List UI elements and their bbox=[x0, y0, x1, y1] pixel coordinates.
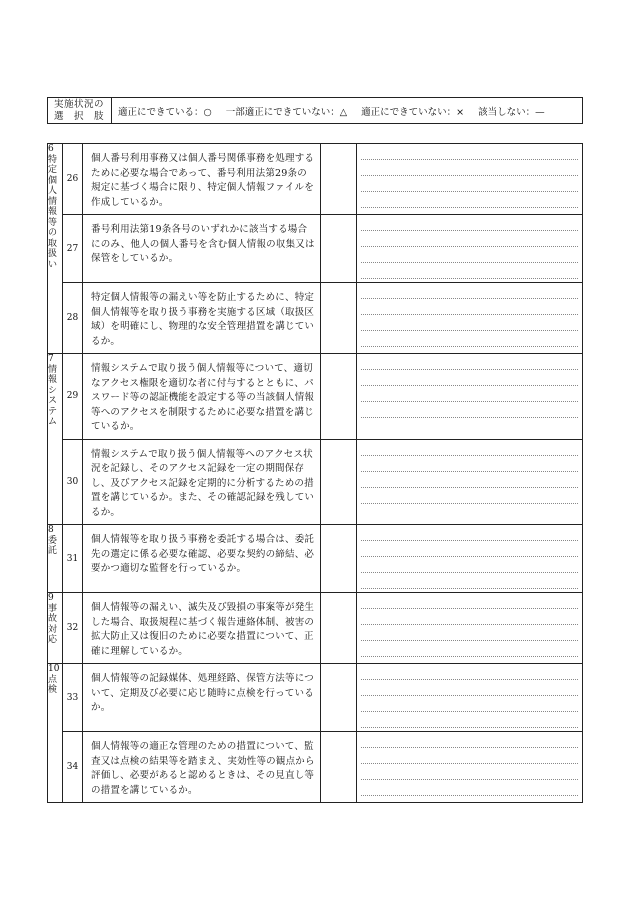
legend-item-ng: 適正にできていない：× bbox=[361, 106, 465, 118]
item-question: 個人情報等の漏えい、滅失及び毀損の事案等が発生した場合、取扱規程に基づく報告連絡体制、被害の拡大防止又は復旧のために必要な措置について、正確に理解しているか。 bbox=[83, 593, 321, 664]
table-row bbox=[48, 525, 583, 593]
result-cell[interactable] bbox=[321, 144, 357, 215]
category-7: 7 情報システム bbox=[48, 354, 63, 525]
item-question: 個人番号利用事務又は個人番号関係事務を処理するために必要な場合であって、番号利用法第29条の規定に基づく場合に限り、特定個人情報ファイルを作成しているか。 bbox=[83, 144, 321, 215]
legend-label bbox=[48, 98, 112, 123]
note-cell[interactable] bbox=[357, 144, 583, 215]
item-question: 個人情報等の適正な管理のための措置について、監査又は点検の結果等を踏まえ、実効性等の観点から評価し、必要があると認めるときは、その見直し等の措置を講じているか。 bbox=[83, 732, 321, 803]
note-cell[interactable] bbox=[357, 593, 583, 664]
item-number: 34 bbox=[63, 732, 83, 803]
item-question: 番号利用法第19条各号のいずれかに該当する場合にのみ、他人の個人番号を含む個人情報の収集又は保管をしているか。 bbox=[83, 215, 321, 283]
table-row bbox=[48, 144, 583, 215]
legend-label-line1: 実施状況の bbox=[54, 99, 105, 110]
table-row bbox=[48, 664, 583, 732]
item-number: 31 bbox=[63, 525, 83, 593]
note-cell[interactable] bbox=[357, 664, 583, 732]
category-10: 10 点検 bbox=[48, 664, 63, 803]
table-row bbox=[48, 732, 583, 803]
legend-item-na: 該当しない：— bbox=[478, 106, 545, 118]
checklist-table bbox=[47, 143, 583, 803]
table-row bbox=[48, 354, 583, 440]
result-cell[interactable] bbox=[321, 525, 357, 593]
item-question: 特定個人情報等の漏えい等を防止するために、特定個人情報等を取り扱う事務を実施する区域（取扱区域）を明確にし、物理的な安全管理措置を講じているか。 bbox=[83, 283, 321, 354]
item-question: 情報システムで取り扱う個人情報等へのアクセス状況を記録し、そのアクセス記録を一定の期間保存し、及びアクセス記録を定期的に分析するための措置を講じているか。また、その確認記録を残しているか。 bbox=[83, 439, 321, 525]
item-number: 30 bbox=[63, 439, 83, 525]
note-cell[interactable] bbox=[357, 354, 583, 440]
legend-box bbox=[47, 97, 583, 124]
note-cell[interactable] bbox=[357, 215, 583, 283]
category-9: 9 事故対応 bbox=[48, 593, 63, 664]
item-number: 28 bbox=[63, 283, 83, 354]
item-number: 33 bbox=[63, 664, 83, 732]
note-cell[interactable] bbox=[357, 439, 583, 525]
item-number: 29 bbox=[63, 354, 83, 440]
item-question: 個人情報等を取り扱う事務を委託する場合は、委託先の選定に係る必要な確認、必要な契約の締結、必要かつ適切な監督を行っているか。 bbox=[83, 525, 321, 593]
note-cell[interactable] bbox=[357, 525, 583, 593]
item-number: 32 bbox=[63, 593, 83, 664]
result-cell[interactable] bbox=[321, 732, 357, 803]
table-row bbox=[48, 439, 583, 525]
item-question: 情報システムで取り扱う個人情報等について、適切なアクセス権限を適切な者に付与するとともに、パスワード等の認証機能を設定する等の当該個人情報等へのアクセスを制限するために必要な措置を講じているか。 bbox=[83, 354, 321, 440]
item-number: 27 bbox=[63, 215, 83, 283]
table-row bbox=[48, 593, 583, 664]
legend-item-partial: 一部適正にできていない：△ bbox=[225, 106, 348, 118]
legend-items bbox=[112, 98, 582, 123]
result-cell[interactable] bbox=[321, 215, 357, 283]
category-6: 6 特定個人情報等の取扱い bbox=[48, 144, 63, 354]
result-cell[interactable] bbox=[321, 593, 357, 664]
category-8: 8 委託 bbox=[48, 525, 63, 593]
result-cell[interactable] bbox=[321, 354, 357, 440]
result-cell[interactable] bbox=[321, 439, 357, 525]
legend-label-line2: 選 択 肢 bbox=[54, 111, 105, 122]
table-row bbox=[48, 283, 583, 354]
result-cell[interactable] bbox=[321, 283, 357, 354]
item-question: 個人情報等の記録媒体、処理経路、保管方法等について、定期及び必要に応じ随時に点検を行っているか。 bbox=[83, 664, 321, 732]
note-cell[interactable] bbox=[357, 283, 583, 354]
result-cell[interactable] bbox=[321, 664, 357, 732]
legend-item-ok: 適正にできている：○ bbox=[118, 106, 212, 118]
table-row bbox=[48, 215, 583, 283]
item-number: 26 bbox=[63, 144, 83, 215]
note-cell[interactable] bbox=[357, 732, 583, 803]
